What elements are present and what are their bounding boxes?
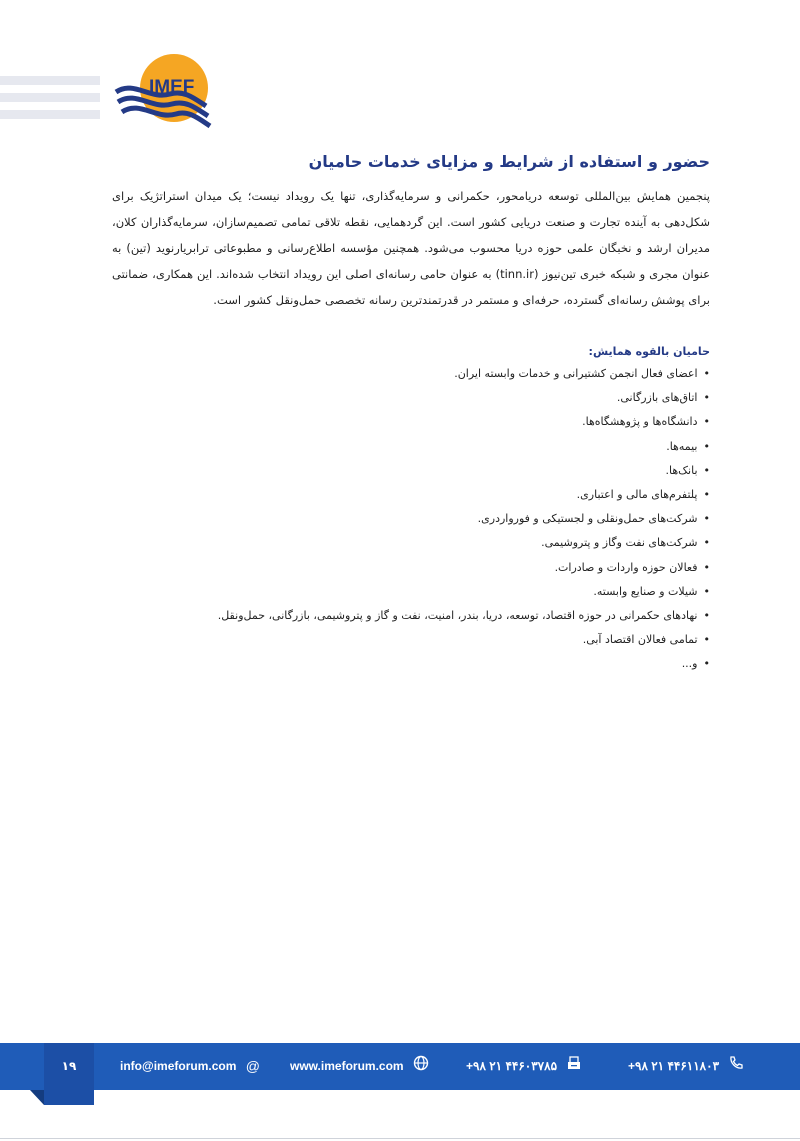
sponsor-item xyxy=(112,386,710,410)
bullet-icon: • xyxy=(703,584,710,598)
fax-icon xyxy=(566,1043,582,1090)
footer-fax-text: +۹۸ ۲۱ ۴۴۶۰۳۷۸۵ xyxy=(466,1059,558,1073)
bullet-icon: • xyxy=(703,391,710,405)
sponsor-item xyxy=(112,435,710,459)
bullet-icon: • xyxy=(703,633,710,647)
sponsor-item xyxy=(112,652,710,676)
bullet-icon: • xyxy=(703,560,710,574)
footer-email-text: info@imeforum.com xyxy=(120,1059,237,1073)
bullet-icon: • xyxy=(703,536,710,550)
sponsor-item-text: اعضای فعال انجمن کشتیرانی و خدمات وابسته ایران. xyxy=(454,367,698,380)
sponsor-item xyxy=(112,580,710,604)
intro-paragraph: پنجمین همایش بین‌المللی توسعه دریامحور، حکمرانی و سرمایه‌گذاری، تنها یک رویداد نیست؛ یک میدان استراتژیک برای شکل‌دهی به آینده تجارت و صنعت دریایی کشور است. این گردهمایی، نقطه تلاقی تمامی تصمیم‌سازان، سرمایه‌گذاران کلان، مدیران ارشد و نخبگان علمی حوزه دریا محسوب می‌شود. همچنین مؤسسه اطلاع‌رسانی و مطبوعاتی ترابریارنوید (تین) به عنوان مجری و شبکه خبری تین‌نیوز (tinn.ir) به عنوان حامی رسانه‌ای اصلی این رویداد انتخاب شده‌اند. این همکاری، ضمانتی برای پوشش رسانه‌ای گسترده، حرفه‌ای و مستمر در قدرتمندترین رسانه تخصصی حمل‌ونقل کشور است. xyxy=(112,189,710,307)
sponsor-item xyxy=(112,531,710,555)
sponsor-item xyxy=(112,507,710,531)
bullet-icon: • xyxy=(703,439,710,453)
sponsor-item-text: بیمه‌ها. xyxy=(666,439,698,453)
page-number: ۱۹ xyxy=(61,1059,77,1073)
sponsor-item xyxy=(112,459,710,483)
sponsor-item xyxy=(112,410,710,434)
sponsor-item xyxy=(112,362,710,386)
sponsor-item-text: نهادهای حکمرانی در حوزه اقتصاد، توسعه، دریا، بندر، امنیت، نفت و گاز و پتروشیمی، بازرگانی، حمل‌ونقل. xyxy=(217,609,698,623)
section-title: حضور و استفاده از شرایط و مزایای خدمات حامیان xyxy=(308,152,710,171)
bullet-icon: • xyxy=(703,657,710,671)
footer-website-text: www.imeforum.com xyxy=(290,1059,404,1073)
bullet-icon: • xyxy=(703,415,710,429)
sponsor-item-text: دانشگاه‌ها و پژوهشگاه‌ها. xyxy=(582,415,698,429)
sponsor-item xyxy=(112,604,710,628)
sponsor-item-text: بانک‌ها. xyxy=(665,463,698,477)
sponsor-item-text: اتاق‌های بازرگانی. xyxy=(616,391,698,405)
main-content xyxy=(112,152,710,677)
sponsors-list xyxy=(112,362,710,677)
bottom-divider xyxy=(0,1138,800,1139)
sponsor-item-text: پلتفرم‌های مالی و اعتباری. xyxy=(576,488,698,502)
footer-email[interactable] xyxy=(120,1043,260,1090)
footer-fold xyxy=(30,1090,44,1105)
sponsor-item xyxy=(112,628,710,652)
sponsor-item-text: و... xyxy=(681,657,698,671)
footer-phone xyxy=(628,1043,744,1090)
footer-phone-text: +۹۸ ۲۱ ۴۴۶۱۱۸۰۳ xyxy=(628,1059,720,1073)
imef-logo xyxy=(112,50,212,130)
bullet-icon: • xyxy=(703,609,710,623)
logo-text: IMEF xyxy=(149,77,195,98)
sponsor-item-text: تمامی فعالان اقتصاد آبی. xyxy=(582,633,698,647)
globe-icon xyxy=(413,1043,429,1090)
sponsor-item-text: شرکت‌های نفت وگاز و پتروشیمی. xyxy=(541,536,698,550)
bullet-icon: • xyxy=(703,367,710,380)
sponsor-item-text: فعالان حوزه واردات و صادرات. xyxy=(554,560,698,574)
bullet-icon: • xyxy=(703,512,710,526)
sponsor-item xyxy=(112,483,710,507)
bullet-icon: • xyxy=(703,488,710,502)
bullet-icon: • xyxy=(703,463,710,477)
sponsors-heading: حامیان بالقوه همایش: xyxy=(588,345,710,358)
decorative-stripes xyxy=(0,76,100,127)
sponsor-item-text: شرکت‌های حمل‌ونقلی و لجستیکی و فورواردری. xyxy=(477,512,698,526)
footer-website[interactable] xyxy=(290,1043,429,1090)
at-icon: @ xyxy=(245,1058,260,1075)
footer-fax xyxy=(466,1043,582,1090)
sponsor-item-text: شیلات و صنایع وابسته. xyxy=(593,584,698,598)
sponsor-item xyxy=(112,556,710,580)
phone-icon xyxy=(728,1043,744,1090)
